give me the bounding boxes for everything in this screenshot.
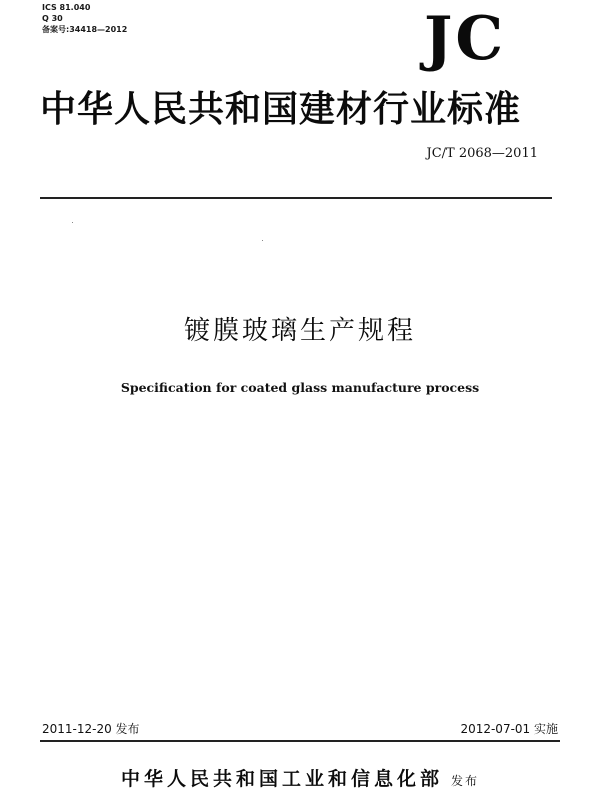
issue-date: 2011-12-20 发布 — [42, 722, 140, 736]
scan-speck — [262, 240, 263, 241]
class-code: Q 30 — [42, 14, 63, 23]
ics-code: ICS 81.040 — [42, 3, 91, 12]
publisher-line — [0, 766, 600, 794]
standard-mark-logo: JC — [424, 4, 507, 74]
top-divider — [40, 197, 552, 199]
classification-block — [42, 2, 127, 35]
document-title-chinese: 镀膜玻璃生产规程 — [183, 316, 416, 346]
standard-category-heading: 中华人民共和国建材行业标准 — [40, 89, 522, 130]
standard-number: JC/T 2068—2011 — [426, 146, 538, 161]
bottom-divider — [40, 740, 560, 742]
publisher-action: 发布 — [451, 774, 480, 788]
implementation-date: 2012-07-01 实施 — [460, 722, 558, 736]
filing-number: 备案号:34418—2012 — [42, 25, 128, 34]
publisher-organization: 中华人民共和国工业和信息化部 — [120, 768, 443, 790]
scan-speck — [72, 222, 73, 223]
document-title-english: Specification for coated glass manufacture process — [120, 380, 480, 395]
